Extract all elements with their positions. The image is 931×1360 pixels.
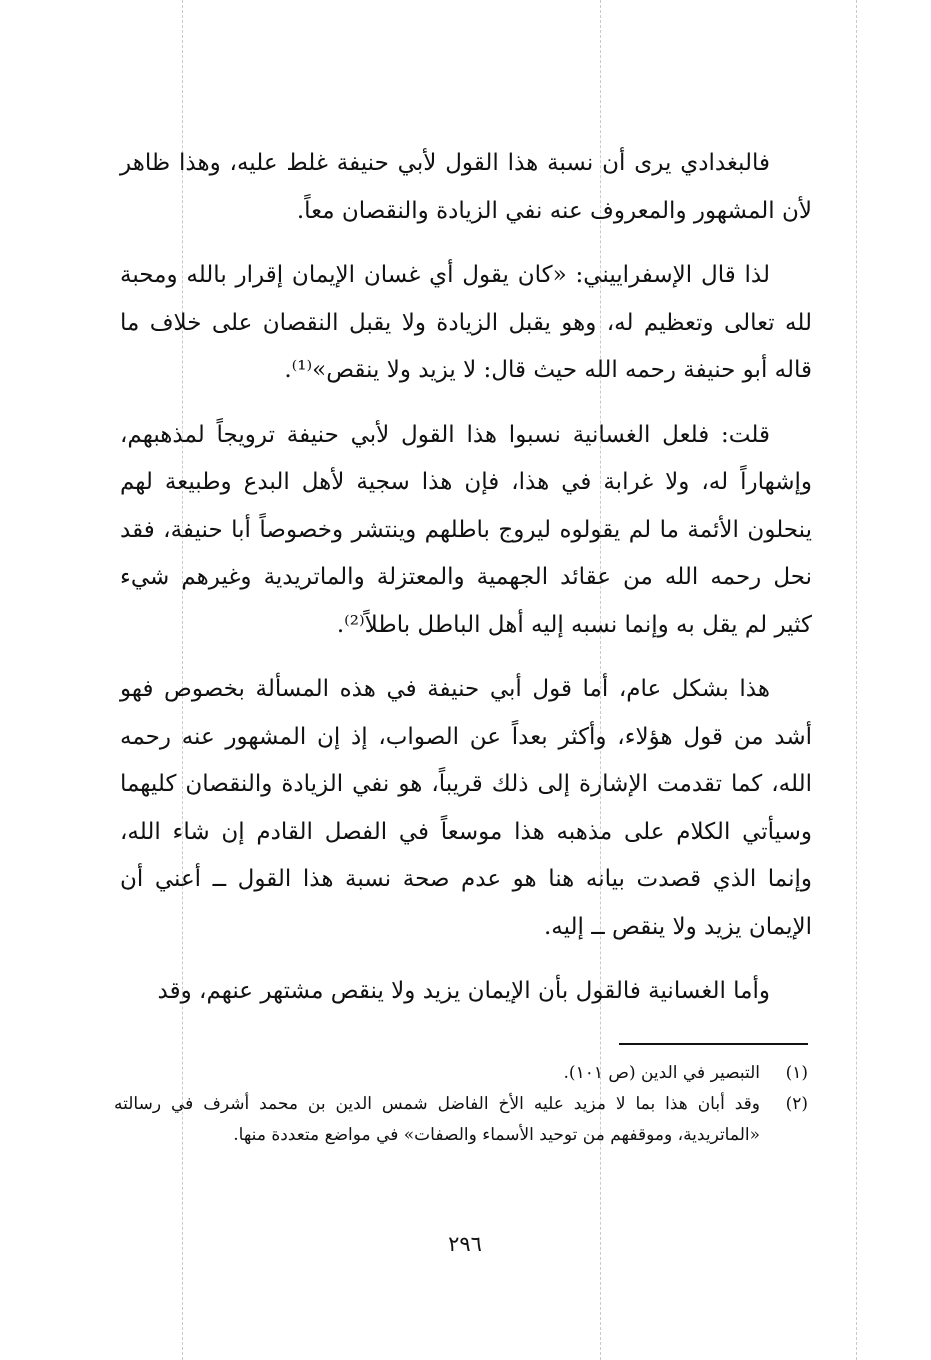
scan-guide-line — [856, 0, 857, 1360]
footnote — [114, 1058, 808, 1089]
footnote-number: (٢) — [785, 1094, 808, 1114]
paragraph: وأما الغسانية فالقول بأن الإيمان يزيد ولا ينقص مشتهر عنهم، وقد — [157, 978, 770, 1004]
page-number: ٢٩٦ — [448, 1232, 482, 1256]
footnote-text: وقد أبان هذا بما لا مزيد عليه الأخ الفاضل شمس الدين بن محمد أشرف في رسالته «الماتريدية، وموقفهم من توحيد الأسماء والصفات» في مواضع متعددة منها. — [114, 1094, 760, 1145]
footnote-separator — [619, 1043, 808, 1045]
footnote-number: (١) — [785, 1063, 808, 1083]
footnote-text: التبصير في الدين (ص ١٠١). — [563, 1063, 760, 1083]
main-text — [120, 140, 812, 1016]
paragraph: فالبغدادي يرى أن نسبة هذا القول لأبي حنيفة غلط عليه، وهذا ظاهر لأن المشهور والمعروف عنه نفي الزيادة والنقصان معاً. — [120, 150, 812, 224]
paragraph: قلت: فلعل الغسانية نسبوا هذا القول لأبي حنيفة ترويجاً لمذهبهم، وإشهاراً له، ولا غرابة في هذا، فإن هذا سجية لأهل البدع وطبيعة لهم ينحلون الأئمة ما لم يقولوه ليروج باطلهم وينتشر وخصوصاً أبا حنيفة، فقد نحل رحمه الله من عقائد الجهمية والمعتزلة والماتريدية وغيرهم شيء كثير لم يقل به وإنما نسبه إليه أهل الباطل باطلاً⁽²⁾. — [120, 421, 812, 638]
footnotes — [114, 1058, 808, 1151]
paragraph: هذا بشكل عام، أما قول أبي حنيفة في هذه المسألة بخصوص فهو أشد من قول هؤلاء، وأكثر بعداً عن الصواب، إذ إن المشهور عنه رحمه الله، كما تقدمت الإشارة إلى ذلك قريباً، هو نفي الزيادة والنقصان كليهما وسيأتي الكلام على مذهبه هذا موسعاً في الفصل القادم إن شاء الله، وإنما الذي قصدت بيانه هنا هو عدم صحة نسبة هذا القول ــ أعني أن الإيمان يزيد ولا ينقص ــ إليه. — [120, 676, 812, 940]
footnote — [114, 1089, 808, 1151]
paragraph: لذا قال الإسفراييني: «كان يقول أي غسان الإيمان إقرار بالله ومحبة لله تعالى وتعظيم له، وهو يقبل الزيادة ولا يقبل النقصان على خلاف ما قاله أبو حنيفة رحمه الله حيث قال: لا يزيد ولا ينقص»⁽¹⁾. — [120, 262, 812, 383]
